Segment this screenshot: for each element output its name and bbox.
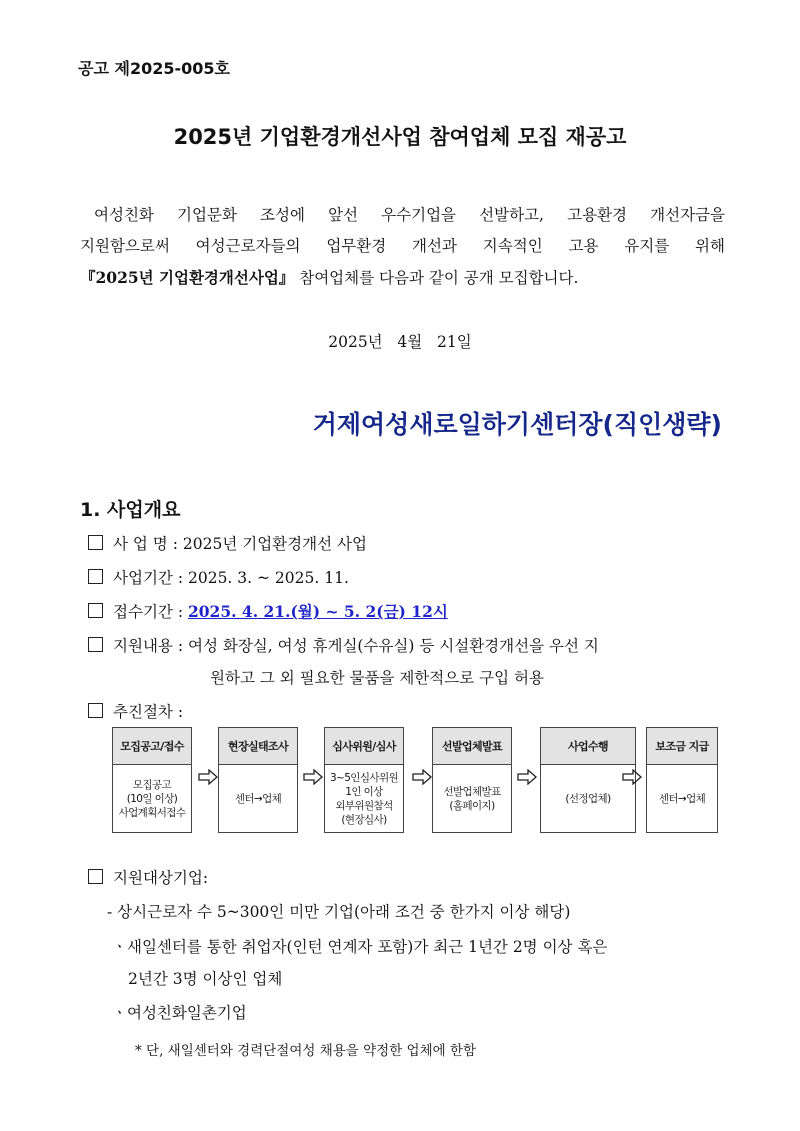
flow-step-line: (현장심사) [341, 813, 387, 826]
item-target-companies [88, 866, 208, 888]
project-period-label: 사업기간 : [113, 569, 184, 587]
flow-step-body [325, 765, 403, 832]
flow-step-header: 보조금 지급 [647, 728, 717, 765]
intro-paragraph [80, 200, 725, 294]
right-arrow-icon [517, 769, 537, 785]
flow-step-line: (선정업체) [565, 792, 611, 805]
checkbox-square-icon [88, 703, 103, 718]
flow-step-line: (홈페이지) [449, 799, 495, 812]
flow-step-line: 외부위원참석 [335, 799, 393, 812]
project-name-label: 사 업 명 : [113, 535, 178, 553]
right-arrow-icon [622, 769, 642, 785]
flow-step-body [219, 765, 297, 832]
item-procedure [88, 700, 183, 722]
intro-line-3 [80, 262, 725, 294]
target-bullet-1-line-1: ㆍ새일센터를 통한 취업자(인턴 연계자 포함)가 최근 1년간 2명 이상 혹은 [112, 938, 608, 956]
flow-step-body [113, 765, 191, 832]
flow-step-survey [218, 727, 298, 833]
document-title: 2025년 기업환경개선사업 참여업체 모집 재공고 [173, 125, 627, 149]
flow-step-announce [432, 727, 512, 833]
flow-step-recruit [112, 727, 192, 833]
footnote: * 단, 새일센터와 경력단절여성 채용을 약정한 업체에 한함 [135, 1043, 477, 1059]
right-arrow-icon [303, 769, 323, 785]
intro-line-2: 지원함으로써 여성근로자들의 업무환경 개선과 지속적인 고용 유지를 위해 [80, 237, 725, 255]
issuer-name: 거제여성새로일하기센터장(직인생략) [312, 410, 722, 439]
flow-step-line: 센터→업체 [234, 792, 282, 805]
item-reception-period [88, 600, 448, 622]
intro-line-3-rest: 참여업체를 다음과 같이 공개 모집합니다. [299, 269, 579, 287]
item-support-content [88, 634, 599, 656]
support-content-label: 지원내용 : [113, 637, 184, 655]
checkbox-square-icon [88, 869, 103, 884]
flow-step-line: 선발업체발표 [443, 785, 501, 798]
reception-period-label: 접수기간 : [113, 603, 184, 621]
target-companies-label: 지원대상기업: [113, 869, 209, 887]
flow-step-header: 선발업체발표 [433, 728, 511, 765]
flow-step-line: 3~5인심사위원 [329, 771, 399, 784]
support-content-line-1: 여성 화장실, 여성 휴게실(수유실) 등 시설환경개선을 우선 지 [187, 637, 599, 655]
support-content-line-2: 원하고 그 외 필요한 물품을 제한적으로 구입 허용 [210, 669, 544, 687]
flow-step-body [647, 765, 717, 832]
checkbox-square-icon [88, 603, 103, 618]
flow-step-header: 사업수행 [541, 728, 635, 765]
notice-number: 공고 제2025-005호 [78, 59, 230, 78]
right-arrow-icon [412, 769, 432, 785]
right-arrow-icon [198, 769, 218, 785]
target-bullet-1-line-2: 2년간 3명 이상인 업체 [128, 970, 283, 988]
intro-project-name: 『2025년 기업환경개선사업』 [80, 268, 295, 287]
reception-period-value: 2025. 4. 21.(월) ~ 5. 2(금) 12시 [187, 602, 448, 621]
target-bullet-2: ㆍ여성친화일촌기업 [112, 1004, 247, 1022]
flow-step-line: 센터→업체 [658, 792, 706, 805]
flow-step-review [324, 727, 404, 833]
flow-step-subsidy [646, 727, 718, 833]
flow-step-line: 1인 이상 [345, 785, 383, 798]
section-1-title: 1. 사업개요 [80, 499, 181, 521]
project-period-value: 2025. 3. ~ 2025. 11. [187, 569, 349, 587]
flow-step-body [433, 765, 511, 832]
flow-step-body [541, 765, 635, 832]
checkbox-square-icon [88, 569, 103, 584]
checkbox-square-icon [88, 637, 103, 652]
intro-line-1: 여성친화 기업문화 조성에 앞선 우수기업을 선발하고, 고용환경 개선자금을 [94, 206, 725, 224]
flow-step-header: 현장실태조사 [219, 728, 297, 765]
flow-step-line: 사업계획서접수 [118, 806, 186, 819]
target-main-condition: - 상시근로자 수 5~300인 미만 기업(아래 조건 중 한가지 이상 해당) [107, 903, 571, 921]
project-name-value: 2025년 기업환경개선 사업 [182, 535, 367, 553]
flow-step-header: 심사위원/심사 [325, 728, 403, 765]
checkbox-square-icon [88, 535, 103, 550]
flow-step-line: (10일 이상) [126, 792, 178, 805]
item-project-name [88, 532, 367, 554]
notice-date: 2025년 4월 21일 [328, 333, 472, 351]
procedure-label: 추진절차 : [113, 703, 184, 721]
flow-step-line: 모집공고 [132, 778, 172, 791]
item-project-period [88, 566, 349, 588]
procedure-flowchart [112, 727, 718, 833]
flow-step-header: 모집공고/접수 [113, 728, 191, 765]
